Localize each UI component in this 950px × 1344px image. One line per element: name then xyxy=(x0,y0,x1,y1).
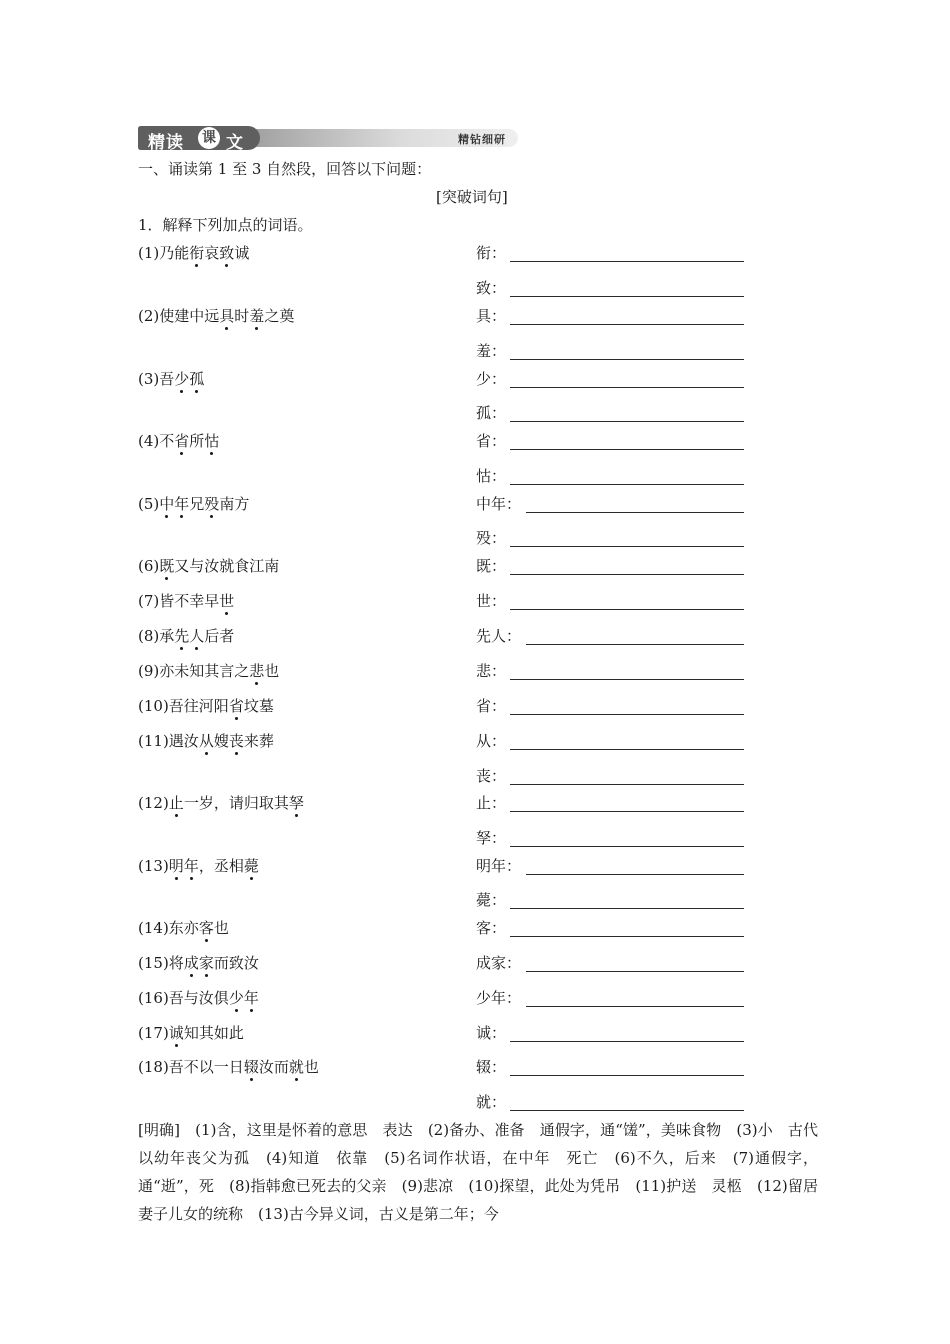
answer-blank[interactable] xyxy=(476,466,744,486)
item-text: 知其如此 xyxy=(183,1024,244,1042)
item-text: 遇汝 xyxy=(168,732,199,750)
item-text: 也 xyxy=(303,1058,319,1076)
emphasized-char: 止 xyxy=(168,794,184,812)
answer-blank[interactable] xyxy=(476,766,744,786)
vocab-item xyxy=(138,793,304,813)
blank-line[interactable] xyxy=(510,387,744,388)
item-text: 所 xyxy=(189,432,205,450)
answer-blank[interactable] xyxy=(476,278,744,298)
emphasized-char: 省 xyxy=(228,697,244,715)
item-number: (7) xyxy=(138,592,160,610)
item-text: 吾不以一日 xyxy=(168,1058,244,1076)
item-number: (2) xyxy=(138,307,160,325)
emphasized-char: 世 xyxy=(219,592,235,610)
blank-label: 怙： xyxy=(476,467,507,485)
item-text: 之奠 xyxy=(264,307,295,325)
blank-label: 省： xyxy=(476,432,507,450)
emphasized-char: 家 xyxy=(198,954,214,972)
emphasized-char: 孥 xyxy=(288,794,304,812)
blank-label: 辍： xyxy=(476,1058,507,1076)
banner-title-part2: 文 xyxy=(226,133,244,153)
item-text: ，丞相 xyxy=(198,857,244,875)
blank-label: 从： xyxy=(476,732,507,750)
vocab-item xyxy=(138,306,294,326)
blank-line[interactable] xyxy=(510,261,744,262)
item-number: (5) xyxy=(138,495,160,513)
blank-line[interactable] xyxy=(526,971,744,972)
blank-label: 诚： xyxy=(476,1024,507,1042)
blank-label: 先人： xyxy=(476,627,522,645)
item-number: (8) xyxy=(138,627,160,645)
blank-label: 衔： xyxy=(476,244,507,262)
emphasized-char: 既 xyxy=(159,557,175,575)
blank-line[interactable] xyxy=(526,512,744,513)
blank-line[interactable] xyxy=(526,644,744,645)
emphasized-char: 中 xyxy=(159,495,175,513)
vocab-item xyxy=(138,369,204,389)
blank-label: 薨： xyxy=(476,891,507,909)
answer-blank[interactable] xyxy=(476,731,744,751)
blank-label: 孤： xyxy=(476,404,507,422)
answer-blank[interactable] xyxy=(476,528,744,548)
emphasized-char: 薨 xyxy=(243,857,259,875)
blank-line[interactable] xyxy=(526,1006,744,1007)
blank-line[interactable] xyxy=(510,679,744,680)
vocab-item xyxy=(138,988,259,1008)
emphasized-char: 丧 xyxy=(228,732,244,750)
blank-line[interactable] xyxy=(510,484,744,485)
emphasized-char: 年 xyxy=(183,857,199,875)
vocab-item xyxy=(138,661,279,681)
item-text: 南方 xyxy=(219,495,250,513)
vocab-item xyxy=(138,1057,319,1077)
answer-blank[interactable] xyxy=(476,369,744,389)
answer-blank[interactable] xyxy=(476,341,744,361)
blank-label: 羞： xyxy=(476,342,507,360)
item-text: 吾 xyxy=(159,370,175,388)
answer-paragraph: [明确] (1)含，这里是怀着的意思 表达 (2)备办、准备 通假字，通“馐”，美味食物 (3)小 古代以幼年丧父为孤 (4)知道 依靠 (5)名词作状语，在中年 死亡 (6)不久，后来 (7)通假字，通“逝”，死 (8)指韩愈已死去的父亲 (9)悲凉 (10)探望，此处为凭吊 (11)护送 灵柩 (12)留居 妻子儿女的统称 (13)古今异义词，古义是第二年；今 xyxy=(138,1121,834,1223)
blank-label: 丧： xyxy=(476,767,507,785)
item-text: 承 xyxy=(159,627,175,645)
item-number: (3) xyxy=(138,370,160,388)
item-text: 也 xyxy=(213,919,229,937)
vocab-item xyxy=(138,731,274,751)
item-number: (15) xyxy=(138,954,169,972)
answer-blank[interactable] xyxy=(476,1023,744,1043)
item-number: (18) xyxy=(138,1058,169,1076)
emphasized-char: 致 xyxy=(219,244,235,262)
item-text: 东亦 xyxy=(168,919,199,937)
blank-label: 既： xyxy=(476,557,507,575)
banner-title-circle: 课 xyxy=(198,127,220,149)
item-number: (17) xyxy=(138,1024,169,1042)
emphasized-char: 省 xyxy=(174,432,190,450)
blank-label: 中年： xyxy=(476,495,522,513)
vocab-item xyxy=(138,556,279,576)
item-number: (14) xyxy=(138,919,169,937)
blank-label: 世： xyxy=(476,592,507,610)
answer-blank[interactable] xyxy=(476,243,744,263)
blank-line[interactable] xyxy=(510,1110,744,1111)
item-number: (9) xyxy=(138,662,160,680)
item-text: 将 xyxy=(168,954,184,972)
banner-subtitle: 精钻细研 xyxy=(458,133,506,146)
blank-line[interactable] xyxy=(510,359,744,360)
item-text: 吾往河阳 xyxy=(168,697,229,715)
emphasized-char: 少 xyxy=(228,989,244,1007)
blank-line[interactable] xyxy=(510,574,744,575)
emphasized-char: 具 xyxy=(219,307,235,325)
vocab-item xyxy=(138,591,234,611)
answer-blank[interactable] xyxy=(476,556,744,576)
vocab-item xyxy=(138,243,249,263)
item-text: 时 xyxy=(234,307,250,325)
blank-line[interactable] xyxy=(510,1075,744,1076)
emphasized-char: 少 xyxy=(174,370,190,388)
blank-line[interactable] xyxy=(510,449,744,450)
emphasized-char: 客 xyxy=(198,919,214,937)
item-text: 后者 xyxy=(204,627,235,645)
blank-label: 少： xyxy=(476,370,507,388)
answer-blank[interactable] xyxy=(476,494,744,514)
blank-line[interactable] xyxy=(526,874,744,875)
item-text: 使建中远 xyxy=(159,307,220,325)
item-text: 又与汝就食江南 xyxy=(174,557,280,575)
banner-title-part1: 精读 xyxy=(148,133,184,153)
answer-blank[interactable] xyxy=(476,661,744,681)
blank-line[interactable] xyxy=(510,714,744,715)
blank-label: 明年： xyxy=(476,857,522,875)
item-number: (11) xyxy=(138,732,169,750)
vocab-item xyxy=(138,431,219,451)
blank-label: 就： xyxy=(476,1093,507,1111)
blank-line[interactable] xyxy=(510,846,744,847)
answer-blank[interactable] xyxy=(476,918,744,938)
blank-label: 具： xyxy=(476,307,507,325)
blank-line[interactable] xyxy=(510,324,744,325)
emphasized-char: 从 xyxy=(198,732,214,750)
blank-line[interactable] xyxy=(510,421,744,422)
emphasized-char: 年 xyxy=(174,495,190,513)
item-number: (4) xyxy=(138,432,160,450)
blank-line[interactable] xyxy=(510,908,744,909)
vocab-item xyxy=(138,953,259,973)
section-banner xyxy=(138,126,518,153)
blank-label: 省： xyxy=(476,697,507,715)
emphasized-char: 悲 xyxy=(249,662,265,680)
blank-label: 成家： xyxy=(476,954,522,972)
answer-blank[interactable] xyxy=(476,988,744,1008)
blank-line[interactable] xyxy=(510,784,744,785)
item-text: 皆不幸早 xyxy=(159,592,220,610)
answer-blank[interactable] xyxy=(476,793,744,813)
blank-label: 孥： xyxy=(476,829,507,847)
emphasized-char: 羞 xyxy=(249,307,265,325)
item-text: 不 xyxy=(159,432,175,450)
item-text: 也 xyxy=(264,662,280,680)
item-text: 乃能 xyxy=(159,244,190,262)
vocab-item xyxy=(138,918,229,938)
emphasized-char: 先 xyxy=(174,627,190,645)
answer-blank[interactable] xyxy=(476,431,744,451)
vocab-item xyxy=(138,494,249,514)
emphasized-char: 明 xyxy=(168,857,184,875)
answer-blank[interactable] xyxy=(476,953,744,973)
emphasized-char: 孤 xyxy=(189,370,205,388)
banner-title-block xyxy=(138,126,260,153)
item-number: (12) xyxy=(138,794,169,812)
vocab-item xyxy=(138,1023,244,1043)
blank-line[interactable] xyxy=(510,609,744,610)
item-text: 汝而 xyxy=(258,1058,289,1076)
item-number: (1) xyxy=(138,244,160,262)
item-text: 吾与汝俱 xyxy=(168,989,229,1007)
question-1: 1．解释下列加点的词语。 xyxy=(138,216,313,234)
blank-line[interactable] xyxy=(510,296,744,297)
blank-label: 悲： xyxy=(476,662,507,680)
item-number: (6) xyxy=(138,557,160,575)
answer-blank[interactable] xyxy=(476,403,744,423)
item-text: 坟墓 xyxy=(243,697,274,715)
emphasized-char: 诚 xyxy=(168,1024,184,1042)
item-text: 兄 xyxy=(189,495,205,513)
emphasized-char: 殁 xyxy=(204,495,220,513)
blank-label: 致： xyxy=(476,279,507,297)
item-number: (16) xyxy=(138,989,169,1007)
blank-line[interactable] xyxy=(510,1041,744,1042)
vocab-item xyxy=(138,856,259,876)
emphasized-char: 就 xyxy=(288,1058,304,1076)
emphasized-char: 年 xyxy=(243,989,259,1007)
blank-line[interactable] xyxy=(510,811,744,812)
item-number: (10) xyxy=(138,697,169,715)
item-text: 嫂 xyxy=(213,732,229,750)
vocab-item xyxy=(138,696,274,716)
blank-line[interactable] xyxy=(510,936,744,937)
answer-blank[interactable] xyxy=(476,1057,744,1077)
item-text: 一岁，请归取其 xyxy=(183,794,289,812)
emphasized-char: 怙 xyxy=(204,432,220,450)
answer-blank[interactable] xyxy=(476,856,744,876)
answer-blank[interactable] xyxy=(476,696,744,716)
emphasized-char: 衔 xyxy=(189,244,205,262)
answer-blank[interactable] xyxy=(476,890,744,910)
emphasized-char: 人 xyxy=(189,627,205,645)
item-text: 哀 xyxy=(204,244,220,262)
blank-label: 止： xyxy=(476,794,507,812)
emphasized-char: 成 xyxy=(183,954,199,972)
answer-blank[interactable] xyxy=(476,828,744,848)
blank-label: 客： xyxy=(476,919,507,937)
item-text: 诚 xyxy=(234,244,250,262)
section-heading: [突破词句] xyxy=(436,188,508,206)
answer-blank[interactable] xyxy=(476,591,744,611)
item-text: 来葬 xyxy=(243,732,274,750)
item-text: 亦未知其言之 xyxy=(159,662,250,680)
blank-label: 殁： xyxy=(476,529,507,547)
blank-label: 少年： xyxy=(476,989,522,1007)
answer-blank[interactable] xyxy=(476,306,744,326)
emphasized-char: 辍 xyxy=(243,1058,259,1076)
vocab-item xyxy=(138,626,234,646)
blank-line[interactable] xyxy=(510,546,744,547)
item-text: 而致汝 xyxy=(213,954,259,972)
item-number: (13) xyxy=(138,857,169,875)
intro-instruction: 一、诵读第 1 至 3 自然段，回答以下问题： xyxy=(138,160,432,178)
blank-line[interactable] xyxy=(510,749,744,750)
answer-blank[interactable] xyxy=(476,626,744,646)
answer-blank[interactable] xyxy=(476,1092,744,1112)
